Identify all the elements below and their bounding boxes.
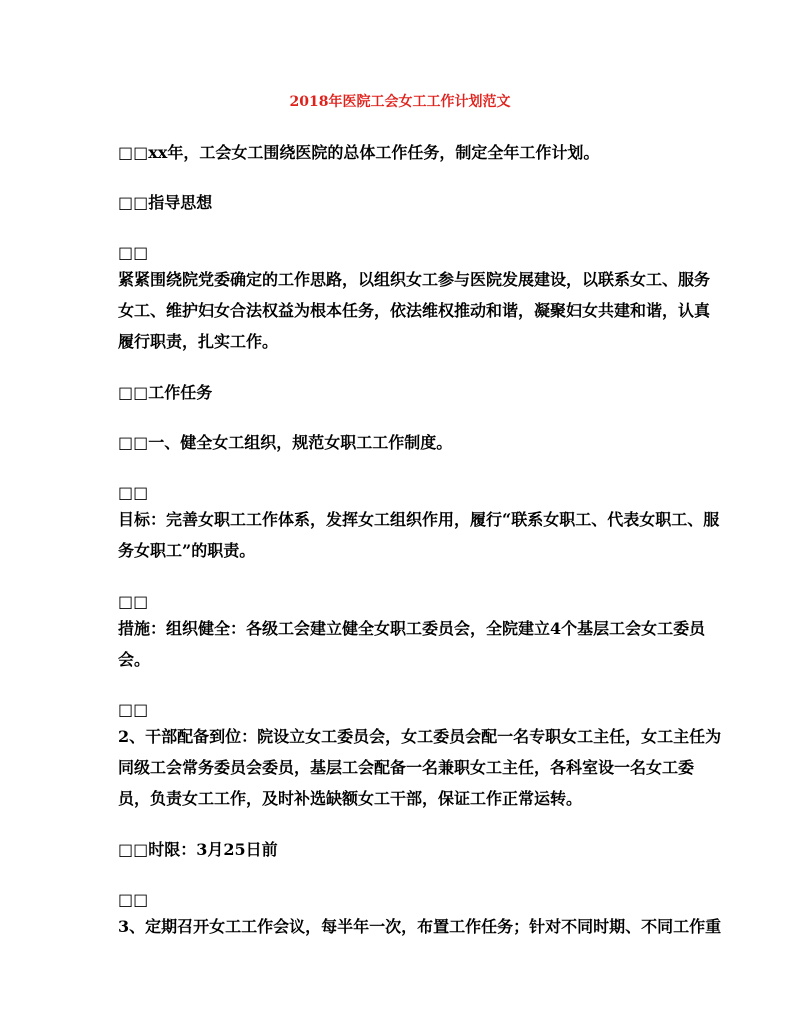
paragraph-goal-line-2: 务女职工”的职责。: [118, 541, 256, 560]
paragraph-measures-line-1: 措施：组织健全：各级工会建立健全女职工委员会，全院建立4个基层工会女工委员: [118, 619, 706, 638]
paragraph-cadres-line-1: 2、干部配备到位：院设立女工委员会，女工委员会配一名专职女工主任，女工主任为: [118, 727, 722, 746]
deadline-line: □□时限：3月25日前: [118, 840, 278, 859]
marker-line: □□: [118, 243, 149, 262]
paragraph-goal-line-1: 目标：完善女职工工作体系，发挥女工组织作用，履行“联系女职工、代表女职工、服: [118, 510, 720, 529]
section-heading-1: □□一、健全女工组织，规范女职工工作制度。: [118, 433, 453, 452]
paragraph-ideology-line-1: 紧紧围绕院党委确定的工作思路，以组织女工参与医院发展建设，以联系女工、服务: [118, 270, 711, 289]
heading-work-tasks: □□工作任务: [118, 383, 213, 402]
document-title: 2018年医院工会女工工作计划范文: [289, 94, 511, 110]
heading-guiding-ideology: □□指导思想: [118, 193, 213, 212]
paragraph-meetings-line-1: 3、定期召开女工工作会议，每半年一次，布置工作任务；针对不同时期、不同工作重: [118, 917, 722, 936]
paragraph-intro: □□xx年，工会女工围绕医院的总体工作任务，制定全年工作计划。: [118, 143, 600, 162]
marker-line: □□: [118, 890, 149, 909]
paragraph-ideology-line-3: 履行职责，扎实工作。: [118, 332, 279, 351]
paragraph-measures-line-2: 会。: [118, 650, 151, 669]
marker-line: □□: [118, 483, 149, 502]
paragraph-cadres-line-2: 同级工会常务委员会委员，基层工会配备一名兼职女工主任，各科室设一名女工委: [118, 758, 695, 777]
marker-line: □□: [118, 700, 149, 719]
marker-line: □□: [118, 592, 149, 611]
paragraph-cadres-line-3: 员，负责女工工作，及时补选缺额女工干部，保证工作正常运转。: [118, 789, 583, 808]
paragraph-ideology-line-2: 女工、维护妇女合法权益为根本任务，依法维权推动和谐，凝聚妇女共建和谐，认真: [118, 301, 711, 320]
